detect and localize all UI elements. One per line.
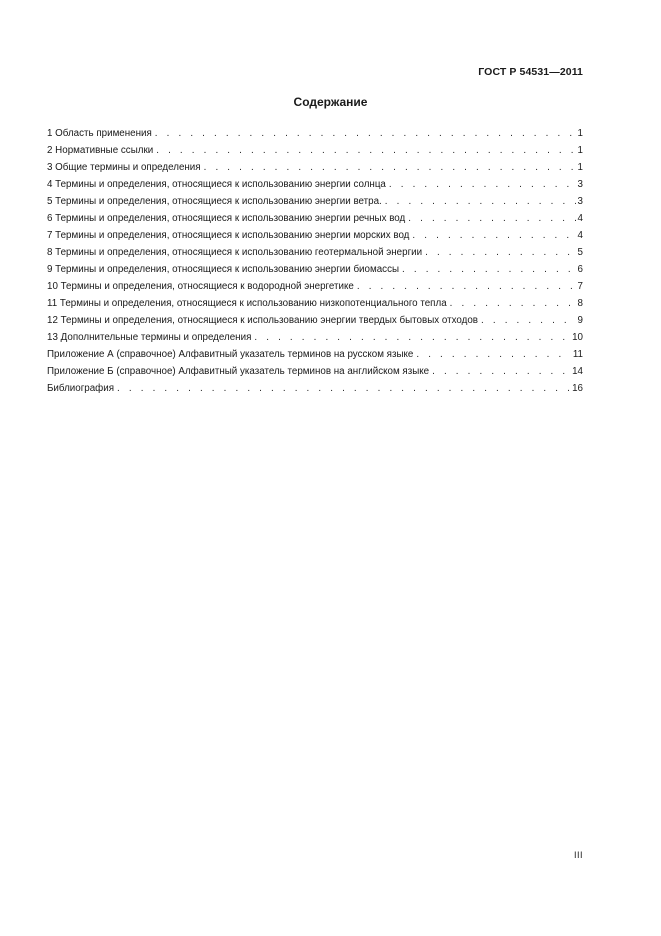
- toc-entry-7[interactable]: [47, 227, 583, 244]
- toc-dot-leader: [114, 380, 570, 397]
- toc-entry-page: 1: [577, 162, 583, 173]
- toc-entry-page: 10: [572, 332, 583, 343]
- toc-entry-page: 14: [572, 366, 583, 377]
- toc-entry-9[interactable]: [47, 261, 583, 278]
- toc-entry-label: 4 Термины и определения, относящиеся к использованию энергии солнца: [47, 179, 386, 190]
- toc-entry-page: 5: [577, 247, 583, 258]
- toc-entry-page: 7: [577, 281, 583, 292]
- toc-entry-10[interactable]: [47, 278, 583, 295]
- toc-entry-page: 1: [577, 128, 583, 139]
- toc-entry-appendix-b[interactable]: [47, 363, 583, 380]
- toc-dot-leader: [447, 295, 576, 312]
- toc-entry-label: 7 Термины и определения, относящиеся к использованию энергии морских вод: [47, 230, 410, 241]
- toc-entry-6[interactable]: [47, 210, 583, 227]
- toc-entry-1[interactable]: [47, 125, 583, 142]
- toc-dot-leader: [405, 210, 575, 227]
- toc-title: Содержание: [293, 95, 368, 109]
- toc-entry-page: 3: [577, 179, 583, 190]
- toc-dot-leader: [153, 142, 575, 159]
- toc-entry-11[interactable]: [47, 295, 583, 312]
- toc-entry-appendix-a[interactable]: [47, 346, 583, 363]
- toc-dot-leader: [201, 159, 576, 176]
- toc-entry-page: 8: [577, 298, 583, 309]
- document-code: ГОСТ Р 54531—2011: [478, 66, 583, 78]
- toc-dot-leader: [354, 278, 576, 295]
- toc-entry-label: Приложение Б (справочное) Алфавитный указатель терминов на английском языке: [47, 366, 430, 377]
- toc-entry-label: 13 Дополнительные термины и определения: [47, 332, 252, 343]
- toc-entry-label: 10 Термины и определения, относящиеся к водородной энергетике: [47, 281, 354, 292]
- toc-entry-label: Библиография: [47, 383, 115, 394]
- toc-entry-label: Приложение А (справочное) Алфавитный указатель терминов на русском языке: [47, 349, 414, 360]
- toc-entry-2[interactable]: [47, 142, 583, 159]
- toc-entry-page: 11: [572, 349, 583, 360]
- toc-entry-label: 1 Область применения: [47, 128, 152, 139]
- toc-entry-label: 6 Термины и определения, относящиеся к использованию энергии речных вод: [47, 213, 406, 224]
- toc-entry-label: 8 Термины и определения, относящиеся к использованию геотермальной энергии: [47, 247, 423, 258]
- toc-dot-leader: [152, 125, 576, 142]
- toc-entry-bibliography[interactable]: [47, 380, 583, 397]
- toc-entry-label: 2 Нормативные ссылки: [47, 145, 154, 156]
- toc-entry-8[interactable]: [47, 244, 583, 261]
- toc-dot-leader: [386, 176, 576, 193]
- toc-entry-13[interactable]: [47, 329, 583, 346]
- toc-dot-leader: [429, 363, 570, 380]
- page-number: III: [573, 850, 583, 860]
- toc-entry-page: 4: [577, 230, 583, 241]
- toc-entry-3[interactable]: [47, 159, 583, 176]
- toc-entry-page: 9: [577, 315, 583, 326]
- toc-dot-leader: [399, 261, 576, 278]
- toc-dot-leader: [478, 312, 576, 329]
- toc-dot-leader: [413, 346, 570, 363]
- toc-dot-leader: [409, 227, 575, 244]
- toc-entry-page: 3: [577, 196, 583, 207]
- toc-entry-page: 1: [577, 145, 583, 156]
- toc-entry-label: 9 Термины и определения, относящиеся к использованию энергии биомассы: [47, 264, 400, 275]
- toc-entry-label: 12 Термины и определения, относящиеся к использованию энергии твердых бытовых отходов: [47, 315, 478, 326]
- toc-entry-label: 3 Общие термины и определения: [47, 162, 201, 173]
- toc-dot-leader: [382, 193, 576, 210]
- toc-entry-label: 11 Термины и определения, относящиеся к использованию низкопотенциального тепла: [47, 298, 447, 309]
- toc-entry-5[interactable]: [47, 193, 583, 210]
- toc-entry-label: 5 Термины и определения, относящиеся к использованию энергии ветра.: [47, 196, 382, 207]
- toc-entry-page: 16: [572, 383, 583, 394]
- toc-entry-page: 4: [577, 213, 583, 224]
- toc-dot-leader: [251, 329, 570, 346]
- toc-dot-leader: [422, 244, 575, 261]
- table-of-contents: [47, 125, 583, 397]
- toc-entry-12[interactable]: [47, 312, 583, 329]
- toc-entry-page: 6: [577, 264, 583, 275]
- toc-entry-4[interactable]: [47, 176, 583, 193]
